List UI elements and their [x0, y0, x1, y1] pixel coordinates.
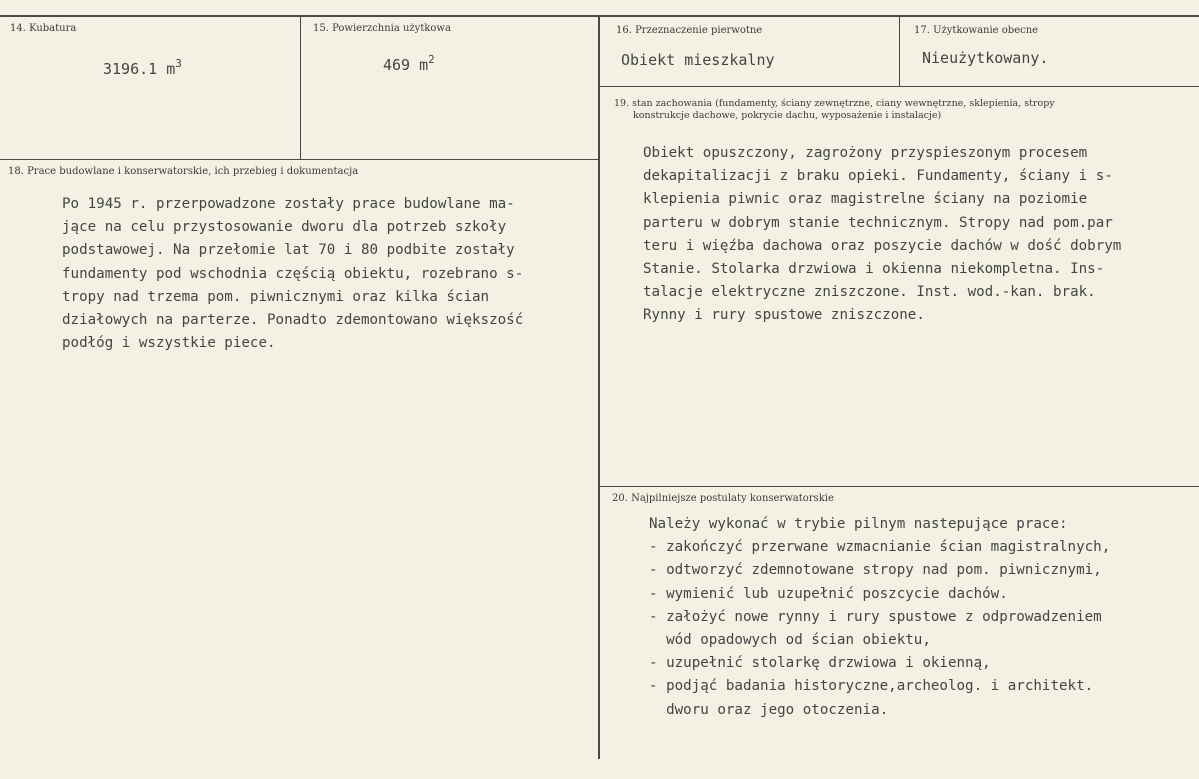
field-20-line: - uzupełnić stolarkę drzwiowa i okienną, — [649, 655, 991, 672]
field-15-label: 15. Powierzchnia użytkowa — [313, 23, 451, 34]
field-17-value: Nieużytkowany. — [922, 49, 1049, 67]
field-19-text — [643, 142, 1121, 328]
field-20-line: wód opadowych od ścian obiektu, — [649, 632, 931, 649]
field-19-line: Rynny i rury spustowe zniszczone. — [643, 307, 925, 324]
field-19-line: Stanie. Stolarka drzwiowa i okienna niekompletna. Ins- — [643, 261, 1105, 278]
divider-horizontal-19-20 — [599, 486, 1199, 487]
field-20-line: Należy wykonać w trybie pilnym nastepujące prace: — [649, 516, 1068, 532]
field-19-line: Obiekt opuszczony, zagrożony przyspieszonym procesem — [643, 145, 1088, 161]
field-20-line: dworu oraz jego otoczenia. — [649, 701, 889, 718]
field-18-line: podłóg i wszystkie piece. — [62, 335, 276, 352]
field-18-line: jące na celu przystosowanie dworu dla potrzeb szkoły — [62, 219, 507, 236]
field-19-line: teru i więźba dachowa oraz poszycie dachów w dość dobrym — [643, 237, 1122, 254]
divider-vertical-16-17 — [899, 16, 900, 86]
divider-horizontal-14-18 — [0, 159, 599, 160]
field-16-label: 16. Przeznaczenie pierwotne — [616, 25, 763, 36]
field-14-value — [103, 57, 182, 78]
field-14-label: 14. Kubatura — [10, 23, 77, 34]
field-18-label: 18. Prace budowlane i konserwatorskie, ich przebieg i dokumentacja — [8, 166, 359, 177]
field-20-line: - wymienić lub uzupełnić poszcycie dachów. — [649, 585, 1008, 602]
divider-vertical-main — [598, 16, 600, 759]
field-19-line: parteru w dobrym stanie technicznym. Stropy nad pom.par — [643, 214, 1113, 231]
field-18-text — [62, 193, 523, 355]
field-19-line: klepienia piwnic oraz magistrelne ściany na poziomie — [643, 191, 1088, 208]
field-18-line: podstawowej. Na przełomie lat 70 i 80 podbite zostały — [62, 242, 515, 259]
field-20-line: - podjąć badania historyczne,archeolog. i architekt. — [649, 678, 1094, 695]
field-20-text — [649, 513, 1110, 722]
field-18-line: działowych na parterze. Ponadto zdemontowano większość — [62, 312, 524, 329]
field-14-number: 3196.1 m — [103, 60, 176, 78]
field-18-line: Po 1945 r. przerpowadzone zostały prace budowlane ma- — [62, 196, 515, 212]
field-20-line: - odtworzyć zdemnotowane stropy nad pom. piwnicznymi, — [649, 562, 1102, 579]
field-19-label-line2: konstrukcje dachowe, pokrycie dachu, wyposażenie i instalacje) — [633, 110, 942, 121]
field-15-exponent: 2 — [428, 53, 435, 66]
field-18-line: fundamenty pod wschodnia częścią obiektu, rozebrano s- — [62, 265, 524, 282]
field-14-exponent: 3 — [175, 57, 182, 70]
divider-horizontal-16-19 — [599, 86, 1199, 87]
field-19-line: dekapitalizacji z braku opieki. Fundamenty, ściany i s- — [643, 168, 1113, 185]
divider-vertical-14-15 — [300, 16, 301, 159]
field-15-value — [383, 53, 435, 74]
field-18-line: tropy nad trzema pom. piwnicznymi oraz kilka ścian — [62, 288, 490, 305]
field-15-number: 469 m — [383, 56, 429, 74]
field-20-line: - założyć nowe rynny i rury spustowe z odprowadzeniem — [649, 608, 1102, 625]
field-19-line: talacje elektryczne zniszczone. Inst. wod.-kan. brak. — [643, 284, 1096, 301]
field-19-label-line1: 19. stan zachowania (fundamenty, ściany zewnętrzne, ciany wewnętrzne, sklepienia, stropy — [614, 98, 1055, 109]
field-20-label: 20. Najpilniejsze postulaty konserwatorskie — [612, 493, 834, 504]
field-17-label: 17. Użytkowanie obecne — [914, 25, 1039, 36]
field-16-value: Obiekt mieszkalny — [621, 51, 775, 69]
field-20-line: - zakończyć przerwane wzmacnianie ścian magistralnych, — [649, 539, 1111, 556]
